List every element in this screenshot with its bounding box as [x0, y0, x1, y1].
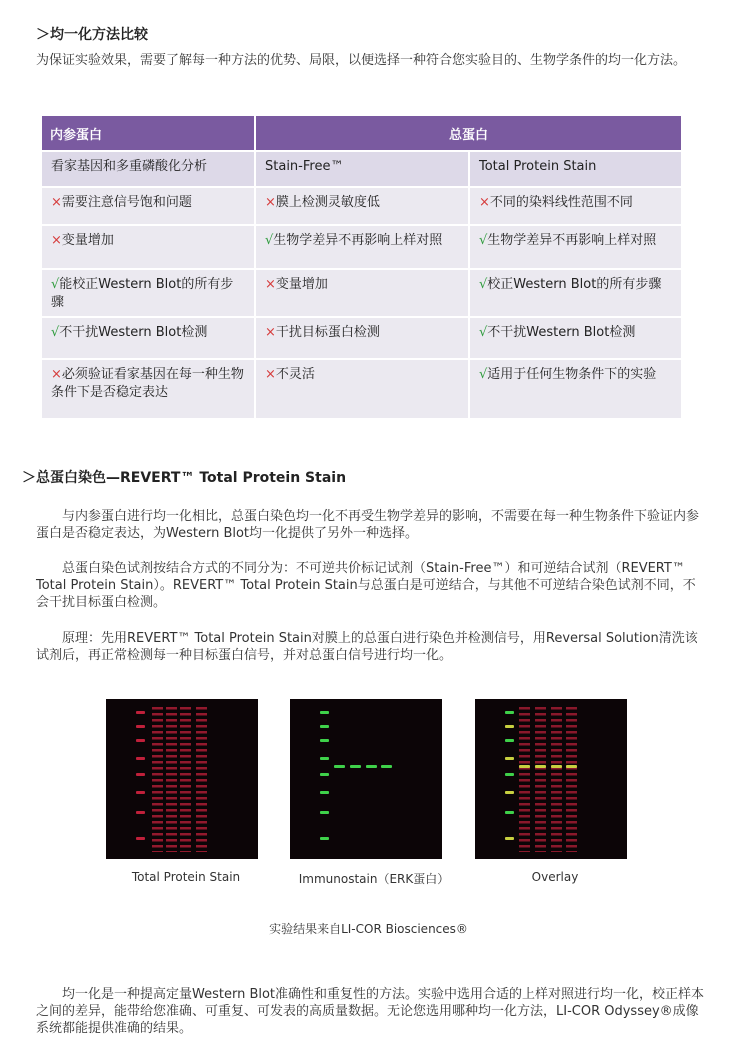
table-cell: [42, 226, 254, 268]
blot-band: [320, 811, 329, 814]
cell-text: Stain-Free™: [265, 159, 344, 174]
blot-band: [505, 725, 514, 728]
check-icon: √: [479, 277, 488, 292]
paragraph-2: 总蛋白染色试剂按结合方式的不同分为：不可逆共价标记试剂（Stain-Free™）和可逆结合试剂（REVERT™ Total Protein Stain）。REVERT™ Total Protein Stain与总蛋白是可逆结合，与其他不可逆结合染色试剂不同，不会干扰目标蛋白检测。: [36, 561, 696, 610]
blot-lane: [535, 707, 546, 852]
cell-text: 校正Western Blot的所有步骤: [487, 277, 662, 292]
blot-band: [136, 757, 145, 760]
cell-text: 变量增加: [61, 233, 114, 248]
blot-band: [320, 791, 329, 794]
blot-band: [535, 765, 546, 768]
blot-band: [136, 811, 145, 814]
cell-text: 变量增加: [275, 277, 328, 292]
table-cell: [42, 270, 254, 316]
cross-icon: ×: [51, 195, 62, 210]
cell-text: 干扰目标蛋白检测: [275, 325, 380, 340]
table-cell: [42, 318, 254, 358]
blot-band: [136, 791, 145, 794]
paragraph-3: 原理：先用REVERT™ Total Protein Stain对膜上的总蛋白进行染色并检测信号，用Reversal Solution清洗该试剂后，再正常检测每一种目标蛋白信号，并对总蛋白信号进行均一化。: [36, 631, 698, 663]
check-icon: √: [479, 325, 488, 340]
check-icon: √: [479, 367, 488, 382]
blot-lane: [152, 707, 163, 852]
table-cell: [256, 360, 468, 418]
cell-text: 适用于任何生物条件下的实验: [487, 367, 657, 382]
blot-lane: [180, 707, 191, 852]
blot-band: [551, 765, 562, 768]
cross-icon: ×: [51, 367, 62, 382]
blot-band: [136, 773, 145, 776]
comparison-table: [40, 114, 683, 420]
cross-icon: ×: [51, 233, 62, 248]
blot-band: [320, 725, 329, 728]
cell-text: 生物学差异不再影响上样对照: [487, 233, 657, 248]
blot-lane: [566, 707, 577, 852]
blot-band: [519, 765, 530, 768]
table-cell: [256, 152, 468, 186]
conclusion-paragraph: 均一化是一种提高定量Western Blot准确性和重复性的方法。实验中选用合适的上样对照进行均一化，校正样本之间的差异，能带给您准确、可重复、可发表的高质量数据。无论您选用哪种均一化方法，LI-COR Odyssey®成像系统都能提供准确的结果。: [36, 987, 705, 1036]
table-cell: [256, 270, 468, 316]
blot-band: [334, 765, 345, 768]
figure-credit: 实验结果来自LI-COR Biosciences®: [269, 922, 468, 936]
blot-band: [505, 739, 514, 742]
table-cell: [470, 188, 681, 224]
table-cell: [256, 188, 468, 224]
header-internal-protein: 内参蛋白: [42, 116, 254, 150]
table-cell: [470, 318, 681, 358]
blot-band: [136, 837, 145, 840]
blot-band: [320, 757, 329, 760]
blot-immunostain: [290, 699, 442, 859]
blot-band: [136, 739, 145, 742]
table-cell: [470, 270, 681, 316]
cross-icon: ×: [265, 367, 276, 382]
table-row: [42, 318, 681, 358]
blot-band: [505, 773, 514, 776]
blot-band: [505, 791, 514, 794]
blot-lane: [519, 707, 530, 852]
caption-immunostain: Immunostain（ERK蛋白）: [298, 872, 450, 886]
paragraph-1: 与内参蛋白进行均一化相比，总蛋白染色均一化不再受生物学差异的影响，不需要在每一种生物条件下验证内参蛋白是否稳定表达，为Western Blot均一化提供了另外一种选择。: [36, 509, 700, 541]
blot-band: [320, 739, 329, 742]
table-row: [42, 152, 681, 186]
check-icon: √: [51, 325, 60, 340]
blot-band: [381, 765, 392, 768]
blot-band: [320, 773, 329, 776]
blot-overlay: [475, 699, 627, 859]
blot-band: [505, 837, 514, 840]
caption-overlay: Overlay: [531, 870, 579, 884]
cross-icon: ×: [265, 325, 276, 340]
cell-text: 不干扰Western Blot检测: [59, 325, 208, 340]
section-title-revert: ＞总蛋白染色—REVERT™ Total Protein Stain: [22, 470, 347, 486]
cell-text: 膜上检测灵敏度低: [275, 195, 380, 210]
cell-text: 不同的染料线性范围不同: [489, 195, 633, 210]
blot-band: [136, 711, 145, 714]
cell-text: 不干扰Western Blot检测: [487, 325, 636, 340]
blot-band: [350, 765, 361, 768]
table-cell: [470, 152, 681, 186]
blot-band: [505, 757, 514, 760]
cross-icon: ×: [265, 195, 276, 210]
blot-lane: [551, 707, 562, 852]
table-cell: [42, 188, 254, 224]
cell-text: 看家基因和多重磷酸化分析: [51, 159, 208, 174]
cell-text: Total Protein Stain: [479, 159, 597, 174]
table-row: [42, 226, 681, 268]
blot-band: [505, 811, 514, 814]
table-cell: [42, 360, 254, 418]
intro-paragraph: 为保证实验效果，需要了解每一种方法的优势、局限，以便选择一种符合您实验目的、生物学条件的均一化方法。: [36, 53, 687, 68]
blot-band: [566, 765, 577, 768]
cell-text: 能校正Western Blot的所有步骤: [51, 277, 234, 310]
cell-text: 不灵活: [275, 367, 315, 382]
header-total-protein: 总蛋白: [256, 116, 681, 150]
cell-text: 需要注意信号饱和问题: [61, 195, 192, 210]
cell-text: 必须验证看家基因在每一种生物条件下是否稳定表达: [51, 367, 244, 400]
blot-band: [320, 711, 329, 714]
blot-band: [505, 711, 514, 714]
blot-band: [366, 765, 377, 768]
table-cell: [470, 360, 681, 418]
table-row: [42, 360, 681, 418]
blot-lane: [196, 707, 207, 852]
check-icon: √: [51, 277, 60, 292]
table-cell: [256, 318, 468, 358]
check-icon: √: [479, 233, 488, 248]
blot-total-protein-stain: [106, 699, 258, 859]
blot-band: [136, 725, 145, 728]
cross-icon: ×: [265, 277, 276, 292]
caption-total-protein-stain: Total Protein Stain: [131, 870, 241, 884]
check-icon: √: [265, 233, 274, 248]
blot-band: [320, 837, 329, 840]
section-title-comparison: ＞均一化方法比较: [36, 27, 148, 43]
table-cell: [42, 152, 254, 186]
table-cell: [470, 226, 681, 268]
blot-lane: [166, 707, 177, 852]
cross-icon: ×: [479, 195, 490, 210]
table-cell: [256, 226, 468, 268]
table-row: [42, 188, 681, 224]
table-row: [42, 270, 681, 316]
cell-text: 生物学差异不再影响上样对照: [273, 233, 443, 248]
